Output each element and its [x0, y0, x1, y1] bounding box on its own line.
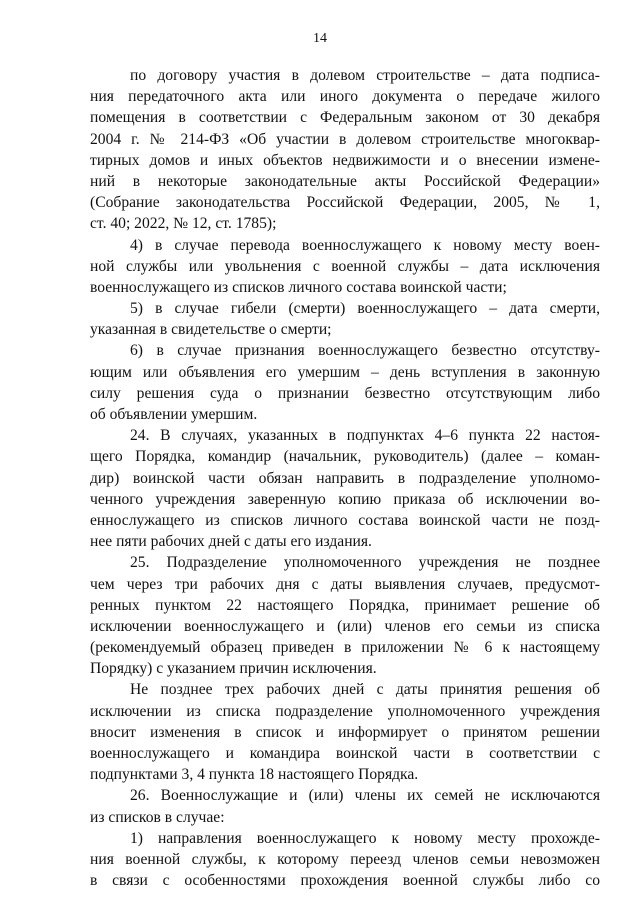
text-line: военнослужащего и командира воинской части в соответствии с [90, 745, 600, 762]
paragraph [90, 235, 600, 299]
text-line: ния передаточного акта или иного документа о передаче жилого [90, 88, 600, 106]
text-line: еннослужащего из списков личного состава воинской части не позд- [90, 511, 600, 529]
page-number: 14 [313, 31, 327, 46]
text-line: 24. В случаях, указанных в подпунктах 4–6 пункта 22 настоя- [130, 427, 600, 445]
text-line: исключении военнослужащего и (или) членов его семьи из списка [90, 617, 600, 635]
text-line: тирных домов и иных объектов недвижимости и о внесении измене- [90, 151, 600, 169]
text-line: ченного учреждения заверенную копию приказа об исключении во- [90, 490, 600, 508]
paragraph [90, 65, 600, 235]
paragraph [90, 552, 600, 679]
paragraph [90, 828, 600, 892]
text-line: Порядку) с указанием причин исключения. [90, 660, 377, 678]
text-line: ной службы или увольнения с военной службы – дата исключения [90, 257, 600, 275]
text-line: 6) в случае признания военнослужащего безвестно отсутству- [130, 342, 600, 360]
paragraph [90, 298, 600, 340]
document-body [90, 65, 600, 891]
text-line: 1) направления военнослужащего к новому месту прохожде- [130, 829, 600, 847]
text-line: 26. Военнослужащие и (или) члены их семей не исключаются [130, 787, 600, 805]
text-line: щего Порядка, командир (начальник, руководитель) (далее – коман- [90, 448, 600, 466]
text-line: (рекомендуемый образец приведен в приложении № 6 к настоящему [90, 639, 600, 657]
text-line: в связи с особенностями прохождения военной службы либо со [90, 872, 600, 890]
text-line: вносит изменения в список и информирует о принятом решении [90, 723, 600, 741]
text-line: ющим или объявления его умершим – день вступления в законную [90, 363, 600, 381]
text-line: чем через три рабочих дня с даты выявления случаев, предусмот- [90, 575, 600, 593]
text-line: военнослужащего из списков личного состава воинской части; [90, 278, 507, 296]
text-line: из списков в случае: [90, 808, 225, 826]
text-line: указанная в свидетельстве о смерти; [90, 321, 332, 339]
text-line: об объявлении умершим. [90, 406, 258, 423]
text-line: силу решения суда о признании безвестно отсутствующим либо [90, 384, 600, 402]
text-line: 25. Подразделение уполномоченного учреждения не позднее [130, 554, 600, 572]
text-line: 4) в случае перевода военнослужащего к новому месту воен- [130, 236, 600, 254]
paragraph [90, 679, 600, 785]
text-line: исключении из списка подразделение уполномоченного учреждения [90, 702, 600, 720]
text-line: 2004 г. № 214-ФЗ «Об участии в долевом строительстве многоквар- [90, 130, 600, 148]
text-line: ренных пунктом 22 настоящего Порядка, принимает решение об [90, 596, 600, 614]
text-line: помещения в соответствии с Федеральным законом от 30 декабря [90, 109, 600, 127]
text-line: Не позднее трех рабочих дней с даты принятия решения об [130, 681, 600, 699]
text-line: ст. 40; 2022, № 12, ст. 1785); [90, 215, 277, 233]
paragraph [90, 785, 600, 827]
text-line: нее пяти рабочих дней с даты его издания. [90, 533, 372, 551]
paragraph [90, 340, 600, 425]
text-line: дир) воинской части обязан направить в подразделение уполномо- [90, 469, 600, 487]
text-line: по договору участия в долевом строительстве – дата подписа- [130, 67, 600, 84]
text-line: (Собрание законодательства Российской Федерации, 2005, № 1, [90, 194, 600, 212]
paragraph [90, 425, 600, 552]
text-line: 5) в случае гибели (смерти) военнослужащего – дата смерти, [130, 300, 600, 318]
text-line: ний в некоторые законодательные акты Российской Федерации» [90, 172, 600, 190]
text-line: ния военной службы, к которому переезд членов семьи невозможен [90, 850, 600, 868]
text-line: подпунктами 3, 4 пункта 18 настоящего Порядка. [90, 766, 419, 784]
